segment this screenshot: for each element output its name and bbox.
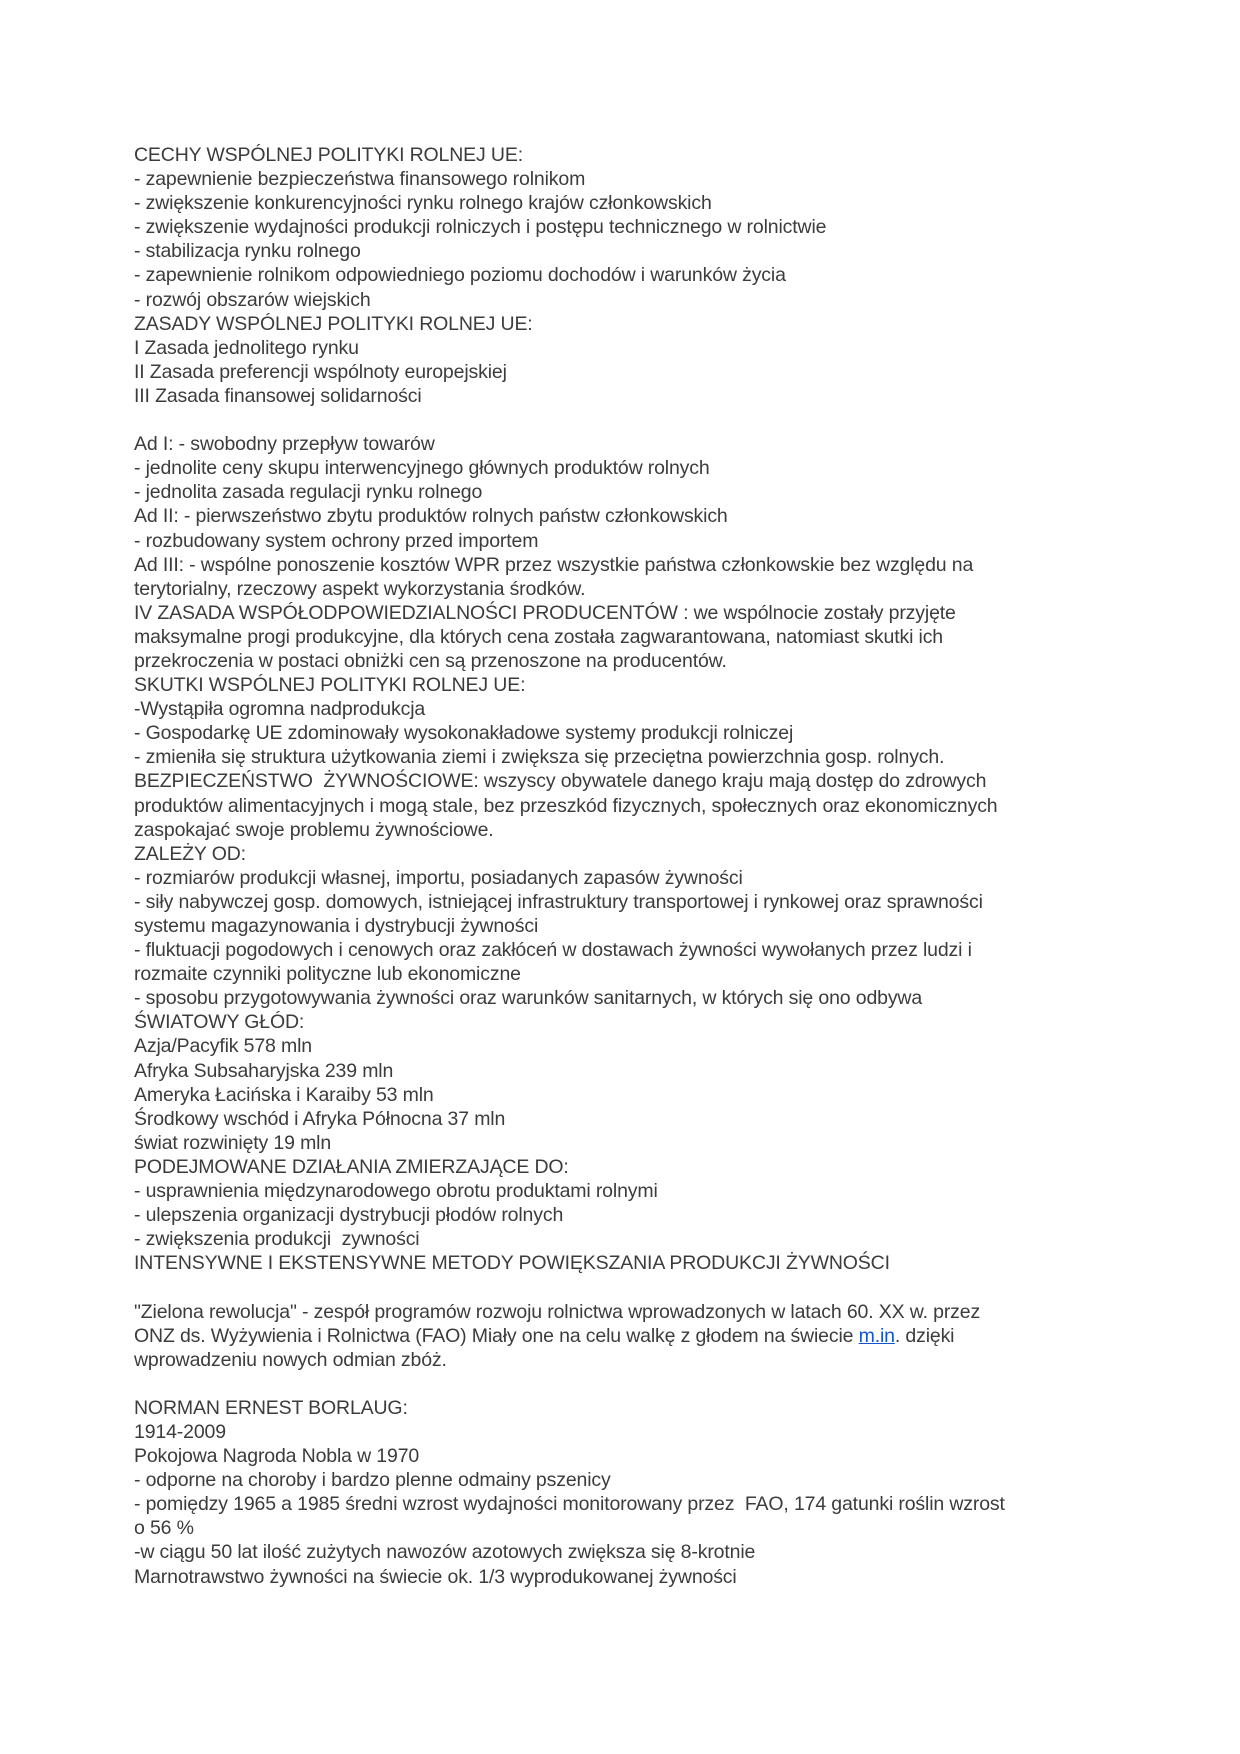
- blank-line: [134, 408, 1150, 432]
- text-line: wprowadzeniu nowych odmian zbóż.: [134, 1348, 447, 1371]
- text-segment: ONZ ds. Wyżywienia i Rolnictwa (FAO) Miały one na celu walkę z głodem na świecie: [134, 1324, 859, 1347]
- blank-line: [134, 1372, 1150, 1396]
- text-line: CECHY WSPÓLNEJ POLITYKI ROLNEJ UE:: [134, 144, 523, 166]
- text-line: ZALEŻY OD:: [134, 842, 246, 865]
- text-line: - rozbudowany system ochrony przed importem: [134, 529, 539, 552]
- text-line: Afryka Subsaharyjska 239 mln: [134, 1059, 394, 1082]
- text-line: Ad II: - pierwszeństwo zbytu produktów rolnych państw członkowskich: [134, 505, 728, 528]
- text-line: III Zasada finansowej solidarności: [134, 384, 422, 407]
- text-line: PODEJMOWANE DZIAŁANIA ZMIERZAJĄCE DO:: [134, 1155, 569, 1178]
- text-line: - zapewnienie bezpieczeństwa finansowego rolnikom: [134, 168, 586, 191]
- text-line: - zwiększenia produkcji zywności: [134, 1228, 420, 1251]
- text-line: SKUTKI WSPÓLNEJ POLITYKI ROLNEJ UE:: [134, 674, 526, 697]
- text-line: - zmieniła się struktura użytkowania ziemi i zwiększa się przeciętna powierzchnia gosp. rolnych.: [134, 746, 945, 769]
- text-line: - odporne na choroby i bardzo plenne odmainy pszenicy: [134, 1469, 611, 1492]
- text-line: - fluktuacji pogodowych i cenowych oraz zakłóceń w dostawach żywności wywołanych przez ludzi i: [134, 939, 972, 962]
- text-line: Ameryka Łacińska i Karaiby 53 mln: [134, 1083, 434, 1106]
- text-line: rozmaite czynniki polityczne lub ekonomiczne: [134, 963, 521, 986]
- text-line: - usprawnienia międzynarodowego obrotu produktami rolnymi: [134, 1180, 658, 1203]
- text-line: Marnotrawstwo żywności na świecie ok. 1/3 wyprodukowanej żywności: [134, 1565, 737, 1588]
- text-line: - rozwój obszarów wiejskich: [134, 288, 371, 311]
- text-line: zaspokajać swoje problemu żywnościowe.: [134, 818, 494, 841]
- text-line: II Zasada preferencji wspólnoty europejskiej: [134, 360, 507, 383]
- text-line: -w ciągu 50 lat ilość zużytych nawozów azotowych zwiększa się 8-krotnie: [134, 1541, 756, 1564]
- text-line: "Zielona rewolucja" - zespół programów rozwoju rolnictwa wprowadzonych w latach 60. XX w. przez: [134, 1300, 981, 1323]
- text-line: I Zasada jednolitego rynku: [134, 336, 359, 359]
- text-line: Azja/Pacyfik 578 mln: [134, 1035, 312, 1058]
- text-line: ŚWIATOWY GŁÓD:: [134, 1011, 305, 1034]
- text-line: BEZPIECZEŃSTWO ŻYWNOŚCIOWE: wszyscy obywatele danego kraju mają dostęp do zdrowych: [134, 770, 987, 793]
- text-line: - jednolite ceny skupu interwencyjnego głównych produktów rolnych: [134, 457, 710, 480]
- text-line: - sposobu przygotowywania żywności oraz warunków sanitarnych, w których się ono odbywa: [134, 987, 923, 1010]
- text-line: ZASADY WSPÓLNEJ POLITYKI ROLNEJ UE:: [134, 312, 533, 335]
- text-line: maksymalne progi produkcyjne, dla których cena została zagwarantowana, natomiast skutki ich: [134, 625, 944, 648]
- blank-line: [134, 1275, 1150, 1299]
- text-line: świat rozwinięty 19 mln: [134, 1131, 332, 1154]
- text-line: INTENSYWNE I EKSTENSYWNE METODY POWIĘKSZANIA PRODUKCJI ŻYWNOŚCI: [134, 1252, 890, 1275]
- text-line: o 56 %: [134, 1517, 194, 1540]
- text-line: - pomiędzy 1965 a 1985 średni wzrost wydajności monitorowany przez FAO, 174 gatunki roślin wzrost: [134, 1493, 1005, 1516]
- text-line: Ad III: - wspólne ponoszenie kosztów WPR przez wszystkie państwa członkowskie bez względu na: [134, 553, 974, 576]
- text-line: - siły nabywczej gosp. domowych, istniejącej infrastruktury transportowej i rynkowej oraz sprawności: [134, 890, 983, 913]
- text-line: - Gospodarkę UE zdominowały wysokonakładowe systemy produkcji rolniczej: [134, 722, 794, 745]
- text-line: produktów alimentacyjnych i mogą stale, bez przeszkód fizycznych, społecznych oraz ekonomicznych: [134, 794, 998, 817]
- text-line: NORMAN ERNEST BORLAUG:: [134, 1396, 408, 1419]
- text-line: -Wystąpiła ogromna nadprodukcja: [134, 698, 426, 721]
- text-line: - stabilizacja rynku rolnego: [134, 240, 361, 263]
- text-line: systemu magazynowania i dystrybucji żywności: [134, 915, 539, 937]
- text-line: IV ZASADA WSPÓŁODPOWIEDZIALNOŚCI PRODUCENTÓW : we wspólnocie zostały przyjęte: [134, 601, 956, 624]
- text-line: - jednolita zasada regulacji rynku rolnego: [134, 481, 483, 504]
- document-body: [134, 143, 1150, 1589]
- text-line: - zapewnienie rolnikom odpowiedniego poziomu dochodów i warunków życia: [134, 264, 786, 287]
- text-line: [134, 1324, 1150, 1348]
- text-line: Pokojowa Nagroda Nobla w 1970: [134, 1445, 420, 1468]
- text-line: - ulepszenia organizacji dystrybucji płodów rolnych: [134, 1204, 564, 1227]
- text-line: Ad I: - swobodny przepływ towarów: [134, 433, 435, 456]
- text-line: terytorialny, rzeczowy aspekt wykorzystania środków.: [134, 577, 586, 600]
- text-line: przekroczenia w postaci obniżki cen są przenoszone na producentów.: [134, 649, 727, 672]
- text-line: - zwiększenie wydajności produkcji rolniczych i postępu technicznego w rolnictwie: [134, 216, 827, 239]
- text-line: - rozmiarów produkcji własnej, importu, posiadanych zapasów żywności: [134, 866, 743, 889]
- text-line: 1914-2009: [134, 1420, 226, 1443]
- inline-link[interactable]: m.in: [858, 1324, 895, 1347]
- text-line: - zwiększenie konkurencyjności rynku rolnego krajów członkowskich: [134, 192, 712, 215]
- text-segment: . dzięki: [894, 1324, 955, 1347]
- text-line: Środkowy wschód i Afryka Północna 37 mln: [134, 1107, 506, 1130]
